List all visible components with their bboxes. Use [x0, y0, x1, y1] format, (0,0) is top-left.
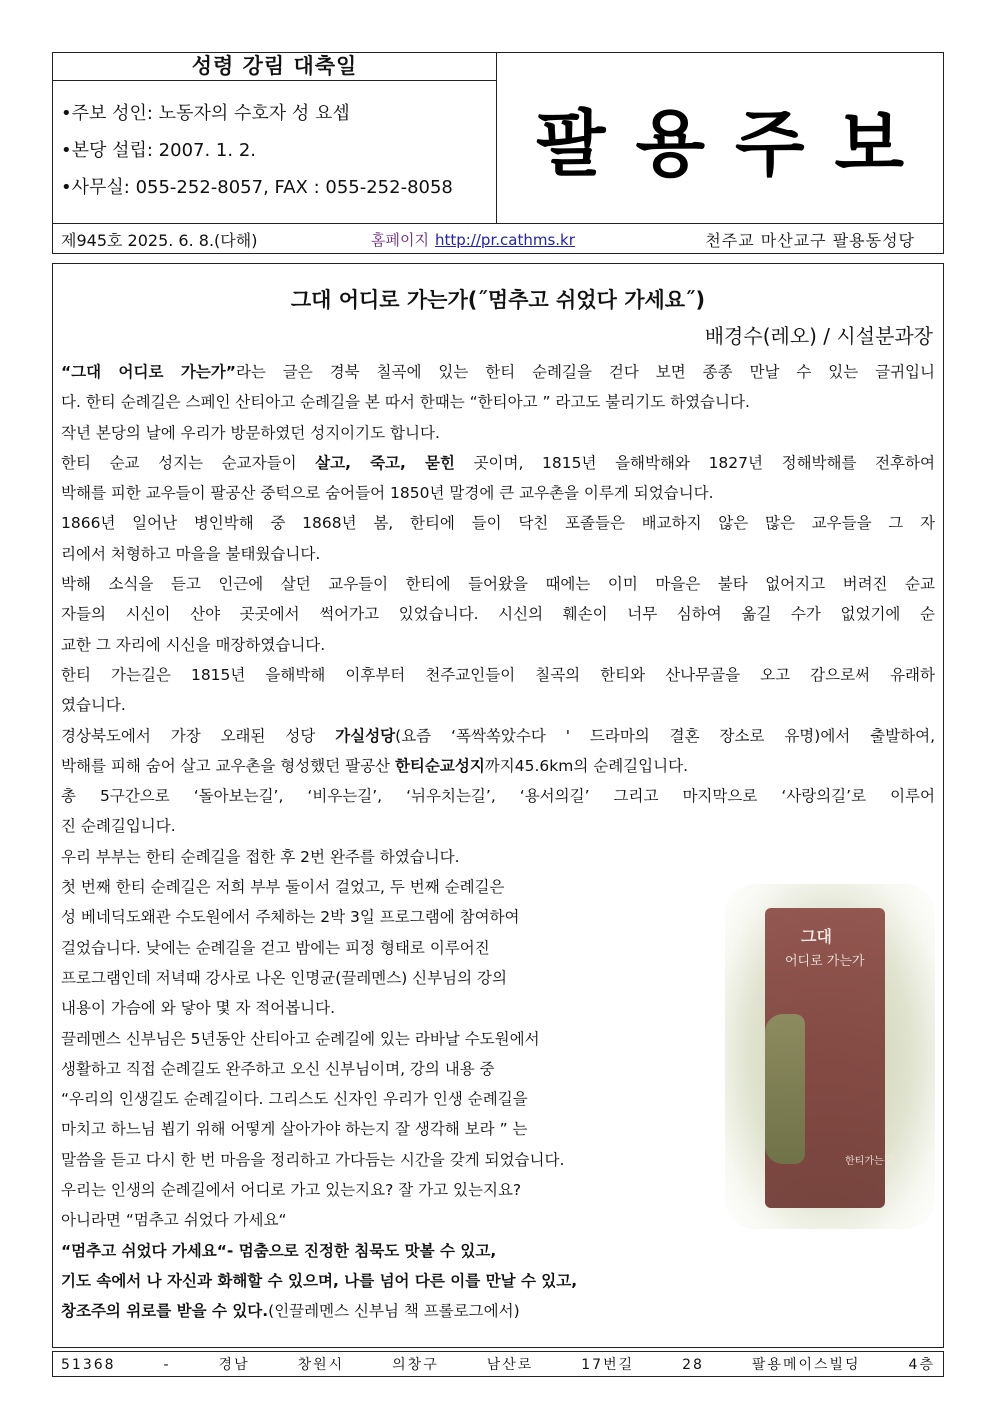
- emphasis-text: 한티순교성지: [394, 756, 485, 775]
- article-line: [61, 1236, 935, 1266]
- line-text: 우리 부부는 한티 순례길을 접한 후 2번 완주를 하였습니다.: [61, 847, 460, 866]
- emphasis-text: “멈추고 쉬었다 가세요“- 멈춤으로 진정한 침묵도 맛볼 수 있고,: [61, 1241, 497, 1260]
- line-text: 진 순례길입니다.: [61, 817, 176, 836]
- article-line: [61, 1296, 935, 1326]
- article-line: [61, 660, 935, 690]
- line-text: 라는 글은 경북 칠곡에 있는 한티 순례길을 걷다 보면 종종 만날 수 있는 글귀입니: [235, 363, 935, 381]
- article-line: [61, 690, 935, 720]
- line-text: 곳이며, 1815년 을해박해와 1827년 정해박해를 전후하여: [454, 453, 935, 472]
- article-title: 그대 어디로 가는가(˝멈추고 쉬었다 가세요˝): [290, 288, 706, 312]
- line-text: 교한 그 자리에 시신을 매장하였습니다.: [61, 635, 326, 654]
- article-line: [61, 569, 935, 599]
- moss-shape: [765, 1014, 805, 1164]
- homepage-link[interactable]: http://pr.cathms.kr: [434, 231, 575, 249]
- feast-day-title: 성령 강림 대축일: [53, 53, 496, 81]
- line-text: 1866년 일어난 병인박해 중 1868년 봄, 한티에 들이 닥친 포졸들은 배교하지 않은 많은 교우들을 그 자: [61, 514, 935, 533]
- homepage: [371, 229, 575, 250]
- issue-bar: [52, 224, 944, 254]
- issue-number-date: 제945호 2025. 6. 8.(다해): [61, 231, 258, 250]
- line-text: 경상북도에서 가장 오래된 성당: [61, 726, 336, 745]
- article-line: [61, 1266, 935, 1296]
- emphasis-text: 가실성당: [335, 726, 396, 745]
- line-text: 아니라면 “멈추고 쉬었다 가세요“: [61, 1211, 287, 1230]
- line-text: “우리의 인생길도 순례길이다. 그리스도 신자인 우리가 인생 순례길을: [61, 1090, 528, 1109]
- parish-info: [53, 81, 496, 206]
- line-text: 박해 소식을 듣고 인근에 살던 교우들이 한티에 들어왔을 때에는 이미 마을은 불타 없어지고 버려진 순교: [61, 575, 935, 594]
- parish-address: 51368 - 경남 창원시 의창구 남산로 17번길 28 팔용메이스빌딩 4층: [61, 1357, 935, 1373]
- article-line: [61, 599, 935, 629]
- emphasis-text: 기도 속에서 나 자신과 화해할 수 있으며, 나를 넘어 다른 이를 만날 수 있고,: [61, 1271, 578, 1290]
- sign-logo: 한티가는길: [845, 1156, 894, 1167]
- line-text: 생활하고 직접 순례길도 완주하고 오신 신부님이며, 강의 내용 중: [61, 1059, 495, 1078]
- article-line: [61, 781, 935, 811]
- address-footer: [52, 1351, 944, 1377]
- homepage-label: 홈페이지: [371, 231, 429, 249]
- article-author: 배경수(레오) / 시설분과장: [704, 324, 933, 348]
- line-text: 박해를 피해 숨어 살고 교우촌을 형성했던 팔공산: [61, 756, 395, 775]
- sign-text-line2: 어디로 가는가: [785, 954, 865, 969]
- line-text: 첫 번째 한티 순례길은 저희 부부 둘이서 걸었고, 두 번째 순례길은: [61, 878, 505, 897]
- line-text: 성 베네딕도왜관 수도원에서 주체하는 2박 3일 프로그램에 참여하여: [61, 908, 520, 927]
- line-text: 박해를 피한 교우들이 팔공산 중턱으로 숨어들어 1850년 말경에 큰 교우촌을 이루게 되었습니다.: [61, 484, 714, 503]
- header-info-panel: [53, 53, 497, 223]
- masthead-panel: [497, 53, 943, 223]
- line-text: 프로그램인데 저녁때 강사로 나온 인명균(끌레멘스) 신부님의 강의: [61, 968, 507, 987]
- emphasis-text: 창조주의 위로를 받을 수 있다.: [61, 1302, 269, 1321]
- line-text: 한티 순교 성지는 순교자들이: [61, 453, 316, 472]
- line-text: 한티 가는길은 1815년 을해박해 이후부터 천주교인들이 칠곡의 한티와 산나무골을 오고 감으로써 유래하: [61, 665, 935, 684]
- emphasis-text: 살고, 죽고, 묻힌: [315, 453, 455, 472]
- article-line: [61, 478, 935, 508]
- line-text: 우리는 인생의 순례길에서 어디로 가고 있는지요? 잘 가고 있는지요?: [61, 1181, 522, 1200]
- line-text: (인끌레멘스 신부님 책 프롤로그에서): [268, 1302, 520, 1321]
- bulletin-header: [52, 52, 944, 224]
- article-line: [61, 751, 935, 781]
- article-line: [61, 448, 935, 478]
- parish-name: 천주교 마산교구 팔용동성당: [705, 231, 915, 250]
- line-text: 걸었습니다. 낮에는 순례길을 걷고 밤에는 피정 형태로 이루어진: [61, 938, 490, 957]
- article-line: [61, 418, 935, 448]
- article-line: [61, 387, 935, 417]
- line-text: 말씀을 듣고 다시 한 번 마음을 정리하고 가다듬는 시간을 갖게 되었습니다.: [61, 1150, 565, 1169]
- line-text: 다. 한티 순례길은 스페인 산티아고 순례길을 본 따서 한때는 “한티아고 ” 라고도 불리기도 하였습니다.: [61, 393, 750, 412]
- article-line: [61, 842, 935, 872]
- article-line: [61, 811, 935, 841]
- founding-date: •본당 설립: 2007. 1. 2.: [61, 140, 256, 161]
- line-text: 까지45.6km의 순례길입니다.: [484, 756, 688, 775]
- line-text: 자들의 시신이 산야 곳곳에서 썩어가고 있었습니다. 시신의 훼손이 너무 심하여 옮길 수가 없었기에 순: [61, 605, 935, 624]
- masthead-title: 팔용주보: [535, 101, 935, 186]
- office-contact: •사무실: 055-252-8057, FAX : 055-252-8058: [61, 177, 453, 198]
- article-box: [52, 263, 944, 1348]
- article-line: [61, 357, 935, 387]
- line-text: 리에서 처형하고 마을을 불태웠습니다.: [61, 544, 321, 563]
- patron-saint: •주보 성인: 노동자의 수호자 성 요셉: [61, 103, 350, 124]
- article-line: [61, 630, 935, 660]
- article-line: [61, 508, 935, 538]
- emphasis-text: “그대 어디로 가는가”: [61, 363, 236, 381]
- line-text: (요즘 ‘폭싹쏙았수다 ' 드라마의 결혼 장소로 유명)에서 출발하여,: [395, 726, 935, 745]
- trail-sign-photo: [725, 884, 935, 1229]
- line-text: 총 5구간으로 ‘돌아보는길’, ‘비우는길’, ‘뉘우치는길’, ‘용서의길’ 그리고 마지막으로 ‘사랑의길’로 이루어: [61, 787, 935, 806]
- sign-text-line1: 그대: [801, 927, 832, 946]
- line-text: 였습니다.: [61, 696, 126, 715]
- line-text: 끌레멘스 신부님은 5년동안 산티아고 순례길에 있는 라바날 수도원에서: [61, 1029, 540, 1048]
- article-line: [61, 721, 935, 751]
- line-text: 작년 본당의 날에 우리가 방문하였던 성지이기도 합니다.: [61, 423, 440, 442]
- line-text: 내용이 가슴에 와 닿아 몇 자 적어봅니다.: [61, 999, 336, 1018]
- article-line: [61, 539, 935, 569]
- line-text: 마치고 하느님 뵙기 위해 어떻게 살아가야 하는지 잘 생각해 보라 ” 는: [61, 1120, 528, 1139]
